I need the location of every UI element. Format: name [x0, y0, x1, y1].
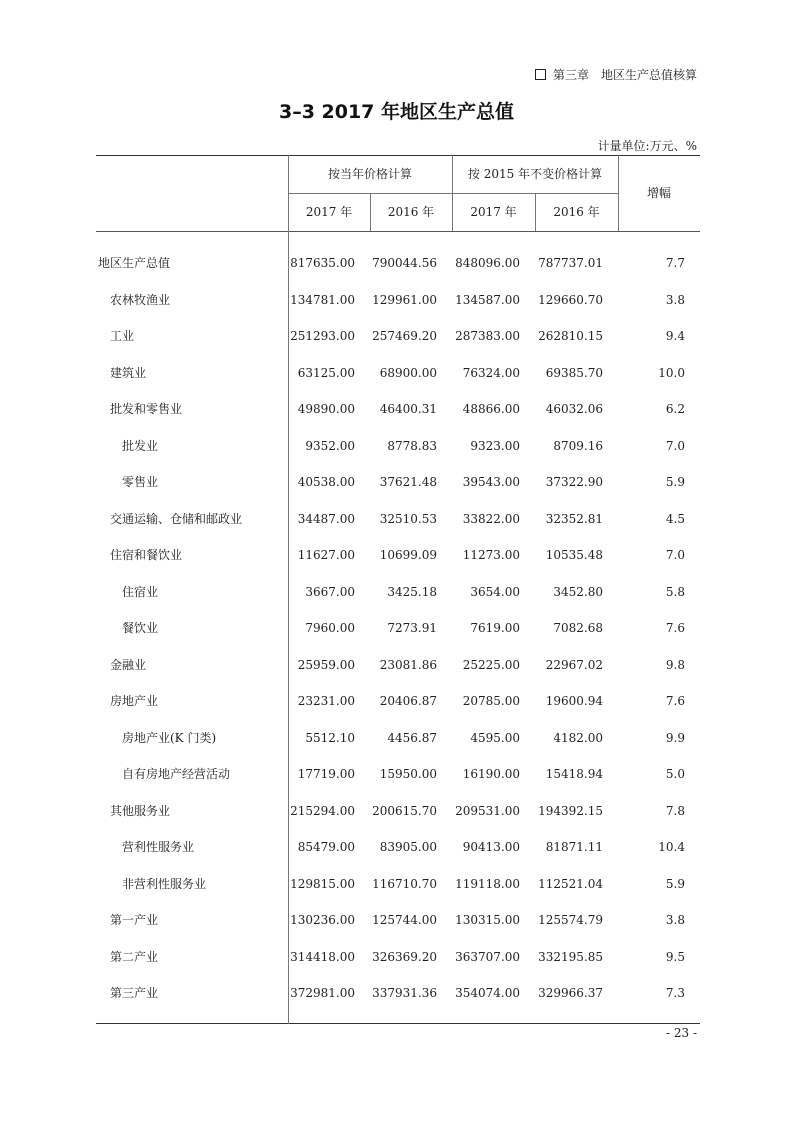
table-cell: 112521.04 — [538, 876, 603, 891]
row-label: 其他服务业 — [110, 803, 171, 818]
table-cell: 46400.31 — [379, 402, 437, 416]
row-label: 批发和零售业 — [110, 402, 183, 416]
table-cell: 8709.16 — [553, 438, 603, 453]
section-label: 地区生产总值核算 — [600, 68, 697, 82]
table-cell: 7082.68 — [553, 621, 603, 635]
table-cell: 790044.56 — [372, 256, 437, 270]
table-cell: 9.5 — [665, 949, 685, 964]
table-cell: 23231.00 — [297, 694, 355, 708]
table-cell: 7.7 — [665, 256, 685, 270]
table-cell: 129961.00 — [372, 292, 437, 307]
table-row — [96, 975, 700, 1012]
table-cell: 257469.20 — [372, 329, 437, 343]
table-bottom-rule — [96, 1023, 700, 1024]
table-cell: 7.0 — [665, 548, 685, 562]
table-cell: 3.8 — [665, 292, 685, 307]
header-divider — [288, 193, 618, 194]
row-label: 建筑业 — [110, 365, 147, 380]
table-row — [96, 245, 700, 282]
table-cell: 329966.37 — [538, 986, 603, 1000]
table-cell: 354074.00 — [455, 986, 520, 1000]
row-label: 非营利性服务业 — [122, 876, 207, 891]
table-cell: 9.4 — [665, 329, 685, 343]
row-label: 第二产业 — [110, 949, 159, 964]
table-cell: 10699.09 — [379, 548, 437, 562]
table-cell: 209531.00 — [455, 803, 520, 818]
table-cell: 3.8 — [665, 913, 685, 927]
table-cell: 7273.91 — [387, 621, 437, 635]
table-row — [96, 428, 700, 465]
table-cell: 5.8 — [665, 584, 685, 599]
table-cell: 63125.00 — [297, 365, 355, 380]
table-cell: 81871.11 — [545, 840, 603, 854]
table-row — [96, 647, 700, 684]
table-cell: 262810.15 — [538, 329, 603, 343]
table-cell: 25959.00 — [297, 657, 355, 672]
table-cell: 3425.18 — [387, 584, 437, 599]
table-cell: 19600.94 — [545, 694, 603, 708]
table-cell: 46032.06 — [545, 402, 603, 416]
table-cell: 16190.00 — [462, 767, 520, 781]
header-bottom-rule — [96, 231, 700, 232]
table-cell: 5.0 — [665, 767, 685, 781]
table-cell: 10.4 — [658, 840, 685, 854]
table-cell: 17719.00 — [297, 767, 355, 781]
gdp-table — [96, 155, 700, 1024]
table-cell: 848096.00 — [455, 256, 520, 270]
table-cell: 129815.00 — [290, 876, 355, 891]
table-cell: 15950.00 — [379, 767, 437, 781]
table-cell: 130236.00 — [290, 913, 355, 927]
table-cell: 7.3 — [665, 986, 685, 1000]
row-label: 零售业 — [122, 475, 159, 489]
row-label: 住宿业 — [122, 584, 159, 599]
table-row — [96, 793, 700, 830]
table-cell: 49890.00 — [297, 402, 355, 416]
table-cell: 9.8 — [665, 657, 685, 672]
page-number: - 23 - — [665, 1026, 697, 1040]
table-row — [96, 610, 700, 647]
table-cell: 22967.02 — [545, 657, 603, 672]
table-cell: 129660.70 — [538, 292, 603, 307]
header-growth: 增幅 — [646, 186, 671, 200]
table-cell: 125744.00 — [372, 913, 437, 927]
table-cell: 34487.00 — [297, 511, 355, 526]
table-cell: 7.6 — [665, 621, 685, 635]
table-cell: 85479.00 — [297, 840, 355, 854]
header-year: 2017 年 — [470, 205, 517, 219]
table-cell: 9.9 — [665, 730, 685, 745]
table-cell: 4456.87 — [387, 730, 437, 745]
table-cell: 15418.94 — [545, 767, 603, 781]
table-cell: 4595.00 — [470, 730, 520, 745]
header-year: 2016 年 — [387, 205, 435, 219]
table-cell: 9323.00 — [470, 438, 520, 453]
table-cell: 130315.00 — [455, 913, 520, 927]
chapter-header — [535, 66, 697, 83]
row-label: 工业 — [110, 329, 135, 343]
row-label: 农林牧渔业 — [110, 292, 171, 307]
table-cell: 23081.86 — [379, 657, 437, 672]
table-cell: 32352.81 — [545, 511, 603, 526]
table-cell: 3654.00 — [470, 584, 520, 599]
table-cell: 5512.10 — [305, 730, 355, 745]
table-cell: 287383.00 — [455, 329, 520, 343]
header-year: 2017 年 — [305, 205, 353, 219]
table-cell: 20406.87 — [379, 694, 437, 708]
table-row — [96, 355, 700, 392]
table-cell: 194392.15 — [538, 803, 603, 818]
table-row — [96, 537, 700, 574]
header-year: 2016 年 — [553, 205, 600, 219]
table-cell: 372981.00 — [290, 986, 355, 1000]
row-label: 交通运输、仓储和邮政业 — [110, 511, 243, 526]
table-cell: 5.9 — [665, 876, 685, 891]
table-cell: 5.9 — [665, 475, 685, 489]
page-title: 3–3 2017 年地区生产总值 — [278, 101, 515, 123]
row-label: 房地产业(K 门类) — [122, 730, 217, 745]
row-label: 自有房地产经营活动 — [122, 767, 231, 781]
table-cell: 251293.00 — [290, 329, 355, 343]
table-cell: 200615.70 — [372, 803, 437, 818]
table-row — [96, 574, 700, 611]
table-cell: 7.6 — [665, 694, 685, 708]
table-row — [96, 720, 700, 757]
table-cell: 48866.00 — [462, 402, 520, 416]
table-row — [96, 501, 700, 538]
table-cell: 83905.00 — [379, 840, 437, 854]
table-cell: 314418.00 — [290, 949, 355, 964]
table-cell: 69385.70 — [545, 365, 603, 380]
row-label: 住宿和餐饮业 — [110, 548, 183, 562]
table-cell: 9352.00 — [305, 438, 355, 453]
row-label: 批发业 — [122, 438, 159, 453]
header-current-prices: 按当年价格计算 — [327, 167, 412, 181]
table-cell: 7960.00 — [305, 621, 355, 635]
row-label: 房地产业 — [110, 694, 159, 708]
table-cell: 7.8 — [665, 803, 685, 818]
table-cell: 787737.01 — [538, 256, 603, 270]
table-cell: 134587.00 — [455, 292, 520, 307]
unit-label: 计量单位:万元、% — [597, 139, 697, 153]
table-row — [96, 683, 700, 720]
table-cell: 119118.00 — [455, 876, 520, 891]
row-label: 地区生产总值 — [98, 256, 171, 270]
table-cell: 332195.85 — [538, 949, 603, 964]
square-icon — [535, 69, 546, 80]
table-cell: 76324.00 — [462, 365, 520, 380]
table-cell: 32510.53 — [379, 511, 437, 526]
table-cell: 337931.36 — [372, 986, 437, 1000]
table-cell: 6.2 — [665, 402, 685, 416]
table-cell: 7619.00 — [470, 621, 520, 635]
table-cell: 125574.79 — [538, 913, 603, 927]
table-cell: 33822.00 — [462, 511, 520, 526]
table-row — [96, 902, 700, 939]
table-cell: 39543.00 — [462, 475, 520, 489]
table-cell: 20785.00 — [462, 694, 520, 708]
table-row — [96, 939, 700, 976]
table-row — [96, 756, 700, 793]
table-row — [96, 866, 700, 903]
table-cell: 90413.00 — [462, 840, 520, 854]
table-row — [96, 318, 700, 355]
table-cell: 3667.00 — [305, 584, 355, 599]
table-cell: 4.5 — [665, 511, 685, 526]
table-cell: 68900.00 — [379, 365, 437, 380]
table-cell: 817635.00 — [290, 256, 355, 270]
table-cell: 134781.00 — [290, 292, 355, 307]
row-label: 第一产业 — [110, 913, 159, 927]
table-cell: 363707.00 — [455, 949, 520, 964]
table-cell: 10.0 — [658, 365, 685, 380]
table-row — [96, 282, 700, 319]
table-cell: 10535.48 — [545, 548, 603, 562]
table-cell: 11273.00 — [462, 548, 520, 562]
table-cell: 37621.48 — [379, 475, 437, 489]
table-cell: 116710.70 — [372, 876, 437, 891]
table-cell: 40538.00 — [297, 475, 355, 489]
table-row — [96, 829, 700, 866]
table-row — [96, 391, 700, 428]
row-label: 金融业 — [110, 657, 147, 672]
table-cell: 215294.00 — [290, 803, 355, 818]
row-label: 营利性服务业 — [122, 840, 195, 854]
table-cell: 25225.00 — [462, 657, 520, 672]
table-top-rule — [96, 155, 700, 156]
table-cell: 4182.00 — [553, 730, 603, 745]
table-cell: 8778.83 — [387, 438, 437, 453]
chapter-label: 第三章 — [552, 68, 589, 82]
table-cell: 7.0 — [665, 438, 685, 453]
table-row — [96, 464, 700, 501]
row-label: 餐饮业 — [122, 621, 159, 635]
table-cell: 37322.90 — [545, 475, 603, 489]
table-cell: 3452.80 — [553, 584, 603, 599]
table-body — [96, 245, 700, 1012]
row-label: 第三产业 — [110, 986, 159, 1000]
table-cell: 326369.20 — [372, 949, 437, 964]
table-cell: 11627.00 — [297, 548, 355, 562]
header-constant-prices: 按 2015 年不变价格计算 — [467, 167, 603, 181]
